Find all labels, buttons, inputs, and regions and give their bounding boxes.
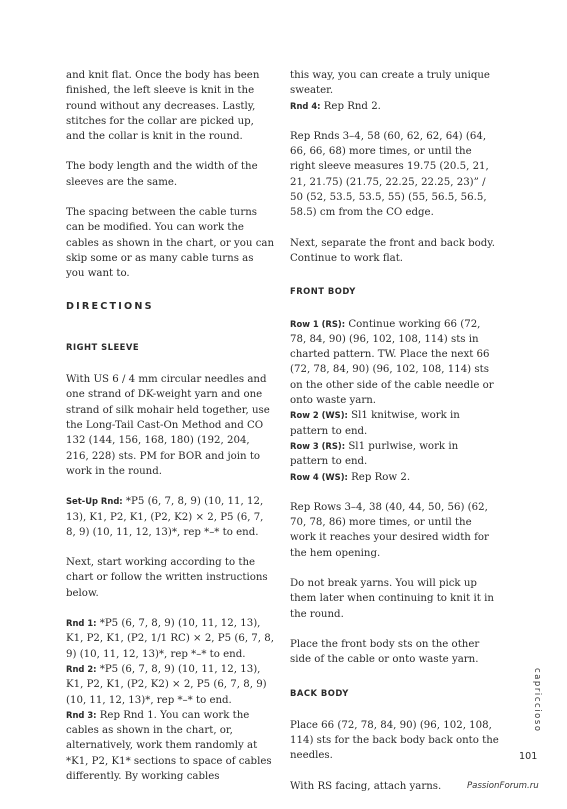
- instruction-label: Rnd 3:: [66, 709, 97, 720]
- paragraph: With RS facing, attach yarns.: [290, 780, 442, 792]
- paragraph: With US 6 / 4 mm circular needles and one strand of DK-weight yarn and one strand of silk mohair held together, use the Long-Tail Cast-On Method and CO 132 (144, 156, 168, 180) (192, 204, 216, 228) sts. PM for BOR and join to work in the round.: [66, 374, 270, 477]
- instruction-label: Row 2 (WS):: [290, 410, 348, 421]
- instruction-row-1: [290, 317, 499, 409]
- paragraph: this way, you can create a truly unique sweater.: [290, 70, 490, 97]
- instruction-label: Rnd 4:: [290, 100, 321, 111]
- paragraph: Place the front body sts on the other side of the cable or onto waste yarn.: [290, 638, 480, 666]
- instruction-text: Rep Row 2.: [347, 471, 411, 483]
- instruction-text: *P5 (6, 7, 8, 9) (10, 11, 12, 13), K1, P2, K1, (P2, K2) × 2, P5 (6, 7, 8, 9) (10, 11, 12, 13)*, rep *–* to end.: [66, 496, 264, 538]
- instruction-round-4: [290, 99, 499, 114]
- paragraph: Next, separate the front and back body. Continue to work flat.: [290, 237, 495, 264]
- instruction-text: Continue working 66 (72, 78, 84, 90) (96, 102, 108, 114) sts in charted pattern. TW. Place the next 66 (72, 78, 84, 90) (96, 102, 108, 114) sts on the other side of the cable needle or onto waste yarn.: [290, 318, 494, 407]
- side-tag: [528, 668, 548, 738]
- right-column: [290, 68, 499, 809]
- instruction-row-2: [290, 408, 499, 439]
- paragraph: Rep Rows 3–4, 38 (40, 44, 50, 56) (62, 70, 78, 86) more times, or until the work it reaches your desired width for the hem opening.: [290, 501, 489, 559]
- paragraph: and knit flat. Once the body has been finished, the left sleeve is knit in the round without any decreases. Lastly, stitches for the collar are picked up, and the collar is knit in the round.: [66, 70, 260, 143]
- subheading-back-body: BACK BODY: [290, 687, 349, 698]
- instruction-setup-round: [66, 494, 275, 540]
- paragraph: Rep Rnds 3–4, 58 (60, 62, 62, 64) (64, 66, 66, 68) more times, or until the right sleeve measures 19.75 (20.5, 21, 21, 21.75) (21.75, 22.25, 22.25, 23)” / 50 (52, 53.5, 53.5, 55) (55, 56.5, 56.5, 58.5) cm from the CO edge.: [290, 130, 489, 219]
- instruction-label: Rnd 2:: [66, 663, 97, 674]
- instruction-text: Sl1 purlwise, work in pattern to end.: [290, 440, 459, 468]
- instruction-round-3: [66, 708, 275, 784]
- paragraph: The body length and the width of the sleeves are the same.: [66, 161, 258, 188]
- instruction-text: Rep Rnd 1. You can work the cables as shown in the chart, or, alternatively, work them randomly at *K1, P2, K1* sections to space of cables differently. By working cables: [66, 709, 272, 782]
- paragraph: Next, start working according to the chart or follow the written instructions below.: [66, 557, 268, 599]
- instruction-label: Row 4 (WS):: [290, 471, 348, 482]
- instruction-label: Rnd 1:: [66, 618, 97, 629]
- section-heading-directions: DIRECTIONS: [66, 300, 154, 312]
- instruction-label: Row 3 (RS):: [290, 440, 346, 451]
- left-column: [66, 68, 275, 784]
- instruction-text: *P5 (6, 7, 8, 9) (10, 11, 12, 13), K1, P2, K1, (P2, K2) × 2, P5 (6, 7, 8, 9) (10, 11, 12, 13)*, rep *–* to end.: [66, 663, 267, 706]
- watermark: PassionForum.ru: [467, 781, 539, 791]
- instruction-round-1: [66, 616, 275, 662]
- subheading-right-sleeve: RIGHT SLEEVE: [66, 341, 140, 352]
- paragraph: Place 66 (72, 78, 84, 90) (96, 102, 108, 114) sts for the back body back onto the needles.: [290, 719, 499, 762]
- instruction-label: Row 1 (RS):: [290, 318, 346, 329]
- instruction-row-4: [290, 470, 499, 485]
- instruction-text: *P5 (6, 7, 8, 9) (10, 11, 12, 13), K1, P2, K1, (P2, 1/1 RC) × 2, P5 (6, 7, 8, 9) (10, 11, 12, 13)*, rep *–* to end.: [66, 618, 274, 660]
- paragraph: Do not break yarns. You will pick up them later when continuing to knit it in the round.: [290, 578, 494, 620]
- subheading-front-body: FRONT BODY: [290, 286, 356, 297]
- instruction-round-2: [66, 662, 275, 708]
- side-tag-text: capriccioso: [533, 668, 543, 733]
- paragraph: The spacing between the cable turns can be modified. You can work the cables as shown in the chart, or you can skip some or as many cable turns as you want to.: [66, 207, 275, 280]
- instruction-text: Sl1 knitwise, work in pattern to end.: [290, 410, 460, 437]
- instruction-text: Rep Rnd 2.: [320, 100, 381, 112]
- instruction-label: Set-Up Rnd:: [66, 496, 123, 507]
- page-number: 101: [519, 751, 538, 762]
- instruction-row-3: [290, 439, 499, 470]
